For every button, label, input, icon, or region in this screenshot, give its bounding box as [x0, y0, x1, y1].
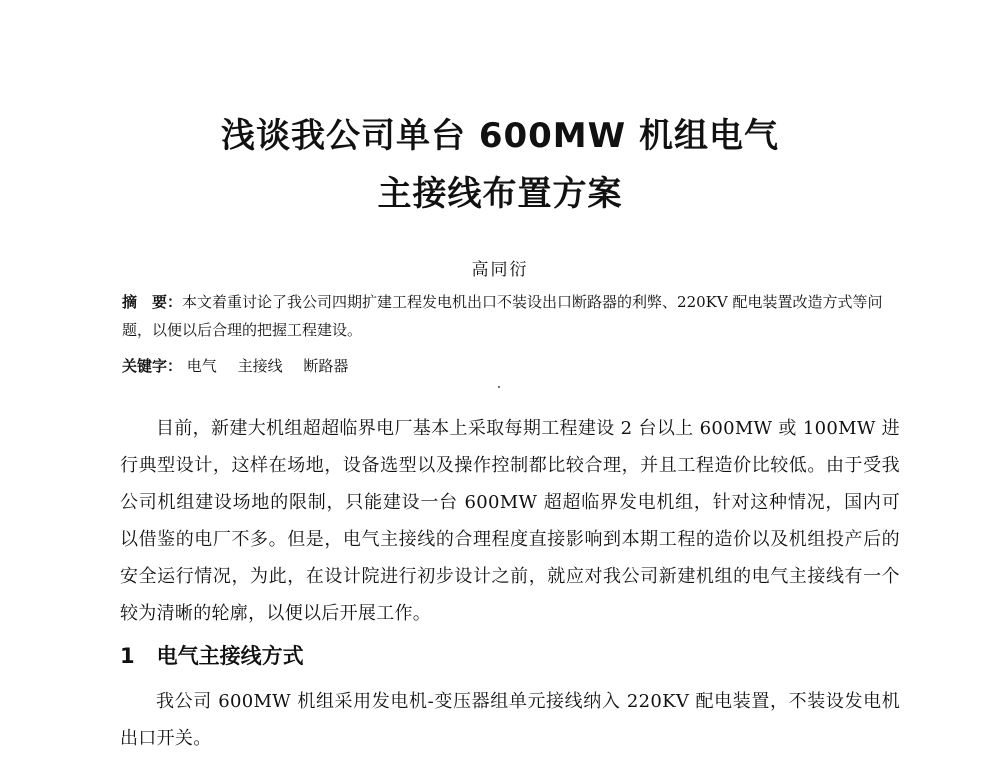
- abstract-label: 摘 要：: [122, 293, 183, 311]
- author: 高同衍: [471, 260, 529, 280]
- keyword-item: 主接线: [237, 357, 283, 375]
- keywords-label: 关键字：: [122, 357, 183, 375]
- abstract-text: 本文着重讨论了我公司四期扩建工程发电机出口不装设出口断路器的利弊、220KV 配电装置改造方式等问题，以便以后合理的把握工程建设。: [122, 293, 883, 339]
- keywords: [122, 355, 364, 376]
- paragraph-section-1: 我公司 600MW 机组采用发电机-变压器组单元接线纳入 220KV 配电装置，不装设发电机出口开关。: [120, 691, 900, 749]
- section-title: 电气主接线方式: [156, 644, 304, 668]
- title-line-2: 主接线布置方案: [377, 174, 623, 214]
- abstract: [122, 288, 902, 344]
- paragraph-intro: 目前，新建大机组超超临界电厂基本上采取每期工程建设 2 台以上 600MW 或 100MW 进行典型设计，这样在场地，设备选型以及操作控制都比较合理，并且工程造价比较低。由于受我公司机组建设场地的限制，只能建设一台 600MW 超超临界发电机组，针对这种情况，国内可以借鉴的电厂不多。但是，电气主接线的合理程度直接影响到本期工程的造价以及机组投产后的安全运行情况，为此，在设计院进行初步设计之前，就应对我公司新建机组的电气主接线有一个较为清晰的轮廓，以便以后开展工作。: [120, 418, 900, 624]
- keyword-item: 断路器: [303, 357, 349, 375]
- speck-mark: [498, 386, 500, 388]
- keyword-item: 电气: [186, 357, 217, 375]
- title-line-1: 浅谈我公司单台 600MW 机组电气: [221, 116, 779, 156]
- section-heading: [120, 640, 304, 670]
- section-number: 1: [120, 644, 135, 668]
